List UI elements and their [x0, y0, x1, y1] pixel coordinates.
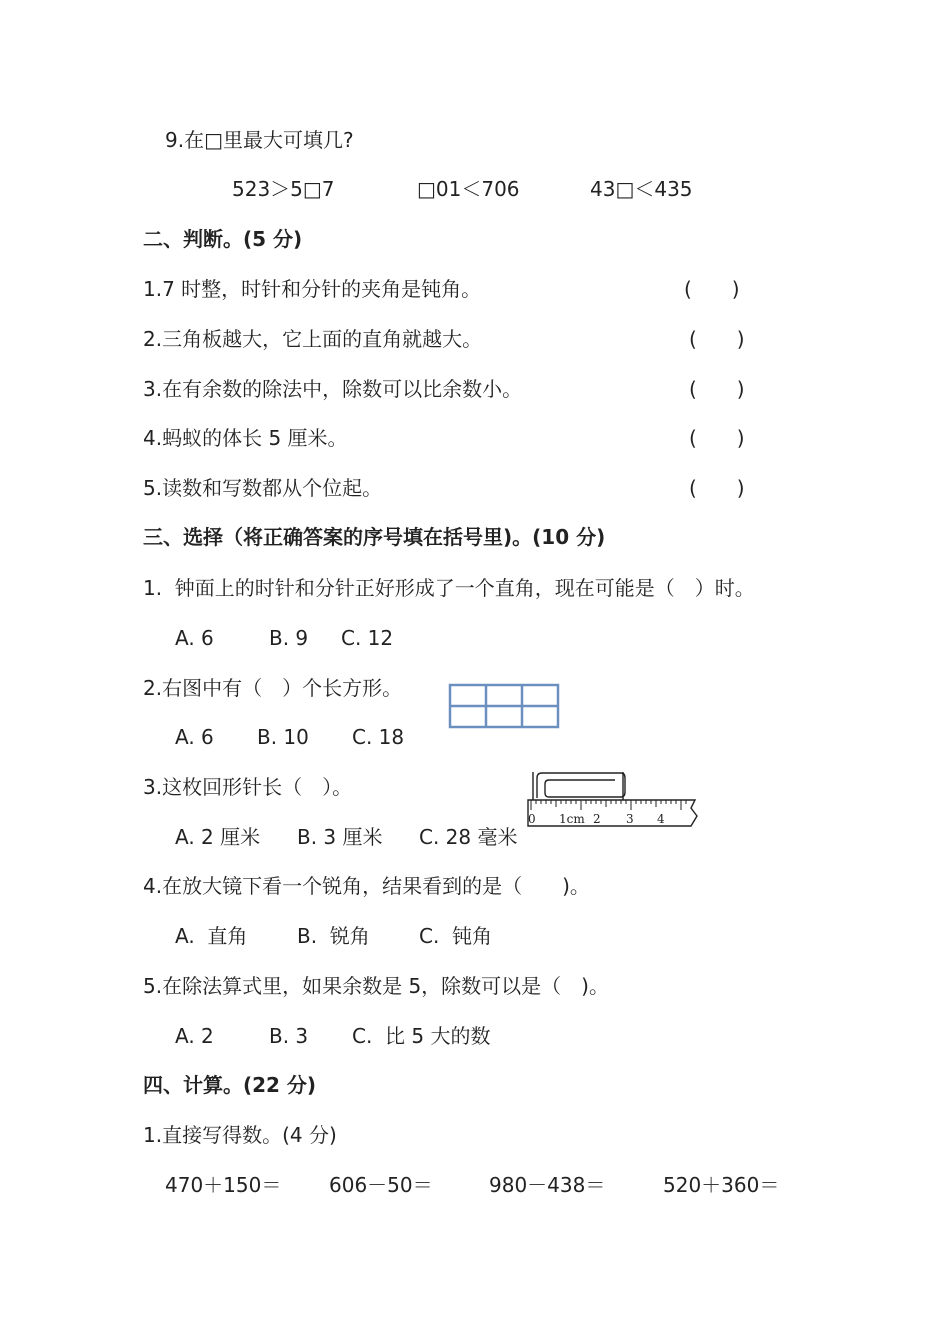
choice-q2: 2.右图中有（ ）个长方形。: [143, 676, 403, 700]
choice-q5-option-b[interactable]: B. 3: [269, 1024, 309, 1048]
q9-title: 9.在□里最大可填几?: [165, 128, 354, 152]
calc-2: 606－50＝: [329, 1173, 433, 1197]
section2-heading: 二、判断。(5 分): [143, 227, 303, 251]
choice-q1-option-b[interactable]: B. 9: [269, 626, 309, 650]
choice-q4-option-b[interactable]: B. 锐角: [297, 924, 370, 948]
ruler-label-3: 3: [626, 812, 634, 826]
choice-q2-option-c[interactable]: C. 18: [352, 725, 405, 749]
paperclip-ruler-figure: [525, 770, 703, 830]
judge-paren-1[interactable]: ( ): [684, 277, 740, 301]
choice-q3-option-c[interactable]: C. 28 毫米: [419, 825, 518, 849]
q9-item-2: □01＜706: [417, 177, 520, 201]
rectangle-grid-figure: [448, 683, 560, 729]
judge-item-5: 5.读数和写数都从个位起。: [143, 476, 383, 500]
choice-q1-option-a[interactable]: A. 6: [175, 626, 214, 650]
judge-item-1: 1.7 时整，时针和分针的夹角是钝角。: [143, 277, 482, 301]
judge-paren-4[interactable]: ( ): [689, 426, 745, 450]
section4-sub1: 1.直接写得数。(4 分): [143, 1123, 337, 1147]
choice-q1-option-c[interactable]: C. 12: [341, 626, 394, 650]
ruler-label-2: 2: [593, 812, 601, 826]
paperclip-icon: [537, 773, 625, 798]
q9-item-3: 43□＜435: [590, 177, 693, 201]
choice-q3-option-b[interactable]: B. 3 厘米: [297, 825, 383, 849]
choice-q5-option-c[interactable]: C. 比 5 大的数: [352, 1024, 491, 1048]
choice-q3-option-a[interactable]: A. 2 厘米: [175, 825, 261, 849]
ruler-label-0: 0: [528, 812, 536, 826]
section4-heading: 四、计算。(22 分): [143, 1073, 317, 1097]
q9-item-1: 523＞5□7: [232, 177, 335, 201]
judge-paren-2[interactable]: ( ): [689, 327, 745, 351]
choice-q4-option-a[interactable]: A. 直角: [175, 924, 248, 948]
choice-q4: 4.在放大镜下看一个锐角，结果看到的是（ )。: [143, 874, 590, 898]
choice-q5-option-a[interactable]: A. 2: [175, 1024, 214, 1048]
section3-heading: 三、选择（将正确答案的序号填在括号里)。(10 分): [143, 525, 606, 549]
choice-q4-option-c[interactable]: C. 钝角: [419, 924, 493, 948]
calc-1: 470＋150＝: [165, 1173, 282, 1197]
judge-paren-3[interactable]: ( ): [689, 377, 745, 401]
judge-paren-5[interactable]: ( ): [689, 476, 745, 500]
ruler-label-4: 4: [657, 812, 665, 826]
choice-q2-option-a[interactable]: A. 6: [175, 725, 214, 749]
judge-item-4: 4.蚂蚁的体长 5 厘米。: [143, 426, 348, 450]
calc-3: 980－438＝: [489, 1173, 606, 1197]
choice-q2-option-b[interactable]: B. 10: [257, 725, 309, 749]
choice-q5: 5.在除法算式里，如果余数是 5，除数可以是（ )。: [143, 974, 609, 998]
judge-item-2: 2.三角板越大，它上面的直角就越大。: [143, 327, 483, 351]
choice-q3: 3.这枚回形针长（ ）。: [143, 775, 353, 799]
calc-4: 520＋360＝: [663, 1173, 780, 1197]
judge-item-3: 3.在有余数的除法中，除数可以比余数小。: [143, 377, 523, 401]
ruler-label-1cm: 1cm: [559, 812, 585, 826]
choice-q1: 1. 钟面上的时针和分针正好形成了一个直角，现在可能是（ ）时。: [143, 576, 755, 600]
